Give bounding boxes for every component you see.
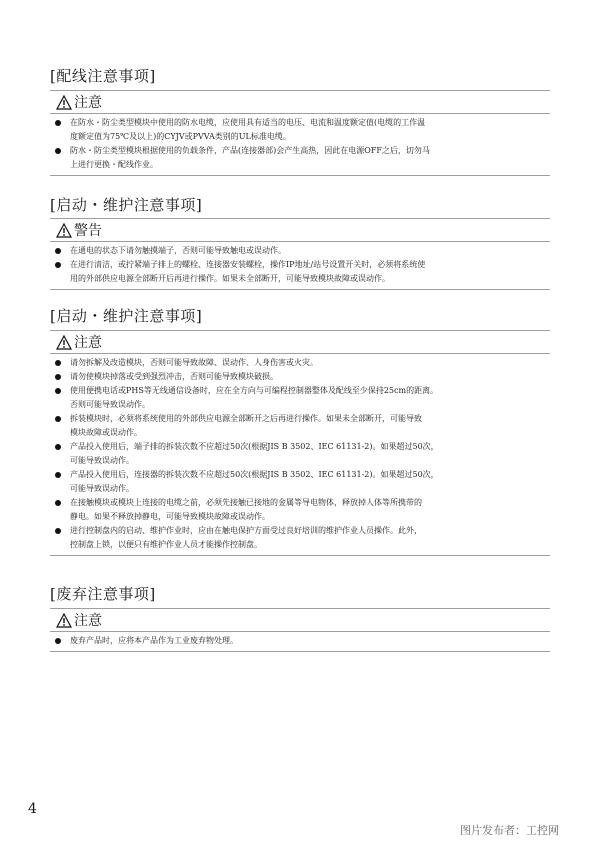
item-line: 废弃产品时，应将本产品作为工业废弃物处理。 [70,636,238,645]
caution-box-header [50,330,550,354]
warning-triangle-icon [56,223,72,238]
item-line: 控制盘上锁，以便只有维护作业人员才能操作控制盘。 [70,540,262,549]
warning-triangle-icon [56,95,72,110]
list-item [50,356,550,370]
item-line: 可能导致误动作。 [70,484,134,493]
list-item [50,468,550,496]
bullet-icon [55,360,61,366]
list-item [50,384,550,412]
caution-box-header [50,608,550,632]
item-line: 产品投入使用后，端子排的拆装次数不应超过50次(根据JIS B 3502、IEC 61131-2)。如果超过50次， [70,442,439,451]
list-item [50,496,550,524]
caution-label: 注意 [74,335,102,351]
list-item [50,370,550,384]
bullet-icon [55,374,61,380]
caution-list [50,632,550,652]
publisher-watermark: 图片发布者：工控网 [460,824,559,837]
bullet-icon [55,262,61,268]
item-line: 在接触模块或模块上连接的电缆之前，必须先接触已接地的金属等导电物体，释放掉人体等所携带的 [70,498,422,507]
section-title-startup-warning: [启动・维护注意事项] [50,196,203,214]
bullet-icon [55,120,61,126]
list-item [50,440,550,468]
item-line: 请勿使模块掉落或受到强烈冲击，否则可能导致模块破损。 [70,372,278,381]
item-line: 在进行清洁，或拧紧端子排上的螺栓、连接器安装螺栓，操作IP地址/站号设置开关时，必须将系统使 [70,260,426,269]
bullet-icon [55,472,61,478]
list-item [50,244,550,258]
item-line: 在通电的状态下请勿触摸端子，否则可能导致触电或误动作。 [70,246,286,255]
section-title-startup-caution: [启动・维护注意事项] [50,307,203,325]
list-item [50,524,550,552]
caution-box-header [50,90,550,114]
caution-list [50,354,550,556]
item-line: 使用便携电话或PHS等无线通信设备时，应在全方向与可编程控制器整体及配线至少保持25cm的距离。 [70,386,439,395]
caution-box-startup [50,330,550,556]
item-line: 在防水・防尘类型模块中使用的防水电缆，应使用具有适当的电压、电流和温度额定值(电缆的工作温 [70,118,426,127]
list-item [50,116,550,144]
warning-triangle-icon [56,613,72,628]
item-line: 静电。如果不释放掉静电，可能导致模块故障或误动作。 [70,512,270,521]
page-number: 4 [28,801,37,817]
item-line: 用的外部供应电源全部断开后再进行操作。如果未全部断开，可能导致模块故障或误动作。 [70,274,390,283]
warning-label: 警告 [74,223,102,239]
item-line: 模块故障或误动作。 [70,428,142,437]
bullet-icon [55,388,61,394]
item-line: 产品投入使用后，连接器的拆装次数不应超过50次(根据JIS B 3502、IEC 61131-2)。如果超过50次， [70,470,439,479]
section-title-disposal: [废弃注意事项] [50,585,156,603]
section-title-wiring: [配线注意事项] [50,67,156,85]
item-line: 可能导致误动作。 [70,456,134,465]
bullet-icon [55,444,61,450]
list-item [50,144,550,172]
item-line: 防水・防尘类型模块根据使用的负载条件，产品(连接器部)会产生高热，因此在电源OFF之后，切勿马 [70,146,430,155]
caution-box-disposal [50,608,550,652]
warning-triangle-icon [56,335,72,350]
bullet-icon [55,638,61,644]
item-line: 进行控制盘内的启动、维护作业时，应由在触电保护方面受过良好培训的维护作业人员操作。此外， [70,526,422,535]
caution-box-wiring [50,90,550,176]
bullet-icon [55,500,61,506]
item-line: 度额定值为75℃及以上)的CYJV或PVVA类别的UL标准电缆。 [70,132,291,141]
bullet-icon [55,416,61,422]
bullet-icon [55,248,61,254]
warning-list [50,242,550,290]
list-item [50,258,550,286]
item-line: 拆装模块时，必须将系统使用的外部供应电源全部断开之后再进行操作。如果未全部断开，可能导致 [70,414,422,423]
list-item [50,412,550,440]
list-item [50,634,550,648]
caution-label: 注意 [74,613,102,629]
caution-label: 注意 [74,95,102,111]
warning-box-header [50,218,550,242]
item-line: 否则可能导致误动作。 [70,400,150,409]
item-line: 上进行更换・配线作业。 [70,160,158,169]
bullet-icon [55,528,61,534]
caution-list [50,114,550,176]
warning-box-startup [50,218,550,290]
item-line: 请勿拆解及改造模块，否则可能导致故障、误动作、人身伤害或火灾。 [70,358,318,367]
bullet-icon [55,148,61,154]
